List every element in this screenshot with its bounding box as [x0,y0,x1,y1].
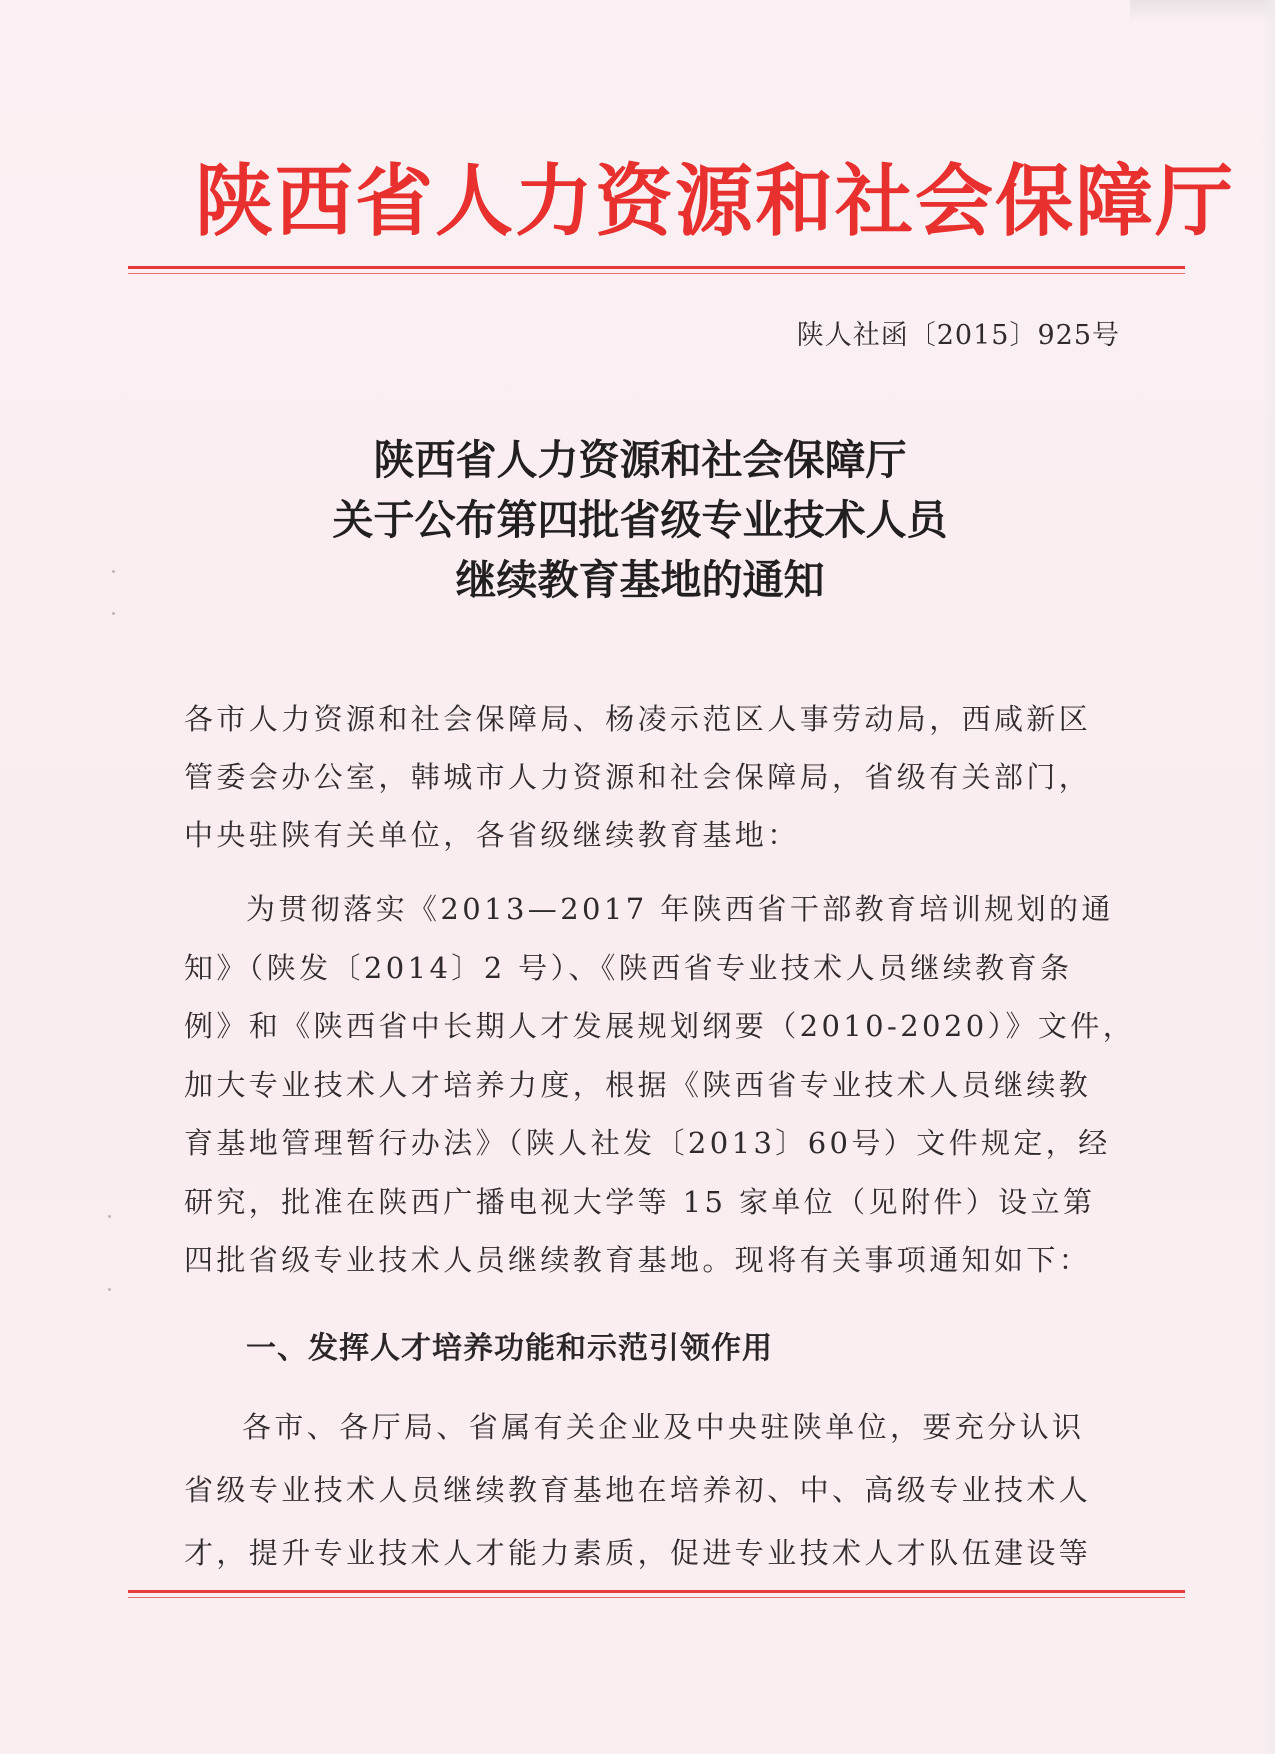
section-paragraph [184,1396,1116,1585]
paragraph-line: 加大专业技术人才培养力度，根据《陕西省专业技术人员继续教 [184,1067,1092,1102]
binding-hole-mark [108,1215,111,1218]
section-heading: 一、发挥人才培养功能和示范引领作用 [246,1331,773,1366]
addressee-line: 中央驻陕有关单位，各省级继续教育基地： [184,818,800,852]
notice-title-line: 陕西省人力资源和社会保障厅 [373,436,907,484]
addressee-block [184,690,1116,864]
binding-hole-mark [112,570,115,573]
paragraph-line: 例》和《陕西省中长期人才发展规划纲要（2010-2020）》文件， [184,1009,1136,1043]
letterhead-title: 陕西省人力资源和社会保障厅 [195,156,1236,247]
binding-hole-mark [112,612,115,615]
addressee-line: 各市人力资源和社会保障局、杨凌示范区人事劳动局，西咸新区 [184,702,1092,736]
notice-title [190,430,1090,610]
notice-title-line: 继续教育基地的通知 [455,556,825,604]
header-divider [128,266,1185,274]
addressee-line: 管委会办公室，韩城市人力资源和社会保障局，省级有关部门， [184,760,1092,794]
paragraph-line: 才，提升专业技术人才能力素质，促进专业技术人才队伍建设等 [184,1536,1092,1570]
paragraph-line: 各市、各厅局、省属有关企业及中央驻陕单位，要充分认识 [242,1410,1085,1444]
paragraph-line: 省级专业技术人员继续教育基地在培养初、中、高级专业技术人 [184,1473,1092,1507]
footer-divider [128,1590,1185,1598]
paragraph-line: 四批省级专业技术人员继续教育基地。现将有关事项通知如下： [184,1243,1092,1277]
intro-paragraph [184,880,1136,1290]
binding-hole-mark [108,1288,111,1291]
paragraph-line: 知》（陕发〔2014〕2 号）、《陕西省专业技术人员继续教育条 [184,950,1073,985]
notice-title-line: 关于公布第四批省级专业技术人员 [332,496,948,544]
document-number: 陕人社函〔2015〕925号 [796,320,1120,351]
paragraph-line: 育基地管理暂行办法》（陕人社发〔2013〕60号）文件规定，经 [184,1126,1111,1160]
paragraph-line: 研究，批准在陕西广播电视大学等 15 家单位（见附件）设立第 [184,1184,1096,1219]
scan-edge [1263,0,1275,1754]
paragraph-line: 为贯彻落实《2013—2017 年陕西省干部教育培训规划的通 [246,892,1114,926]
scan-shadow [1130,0,1275,22]
